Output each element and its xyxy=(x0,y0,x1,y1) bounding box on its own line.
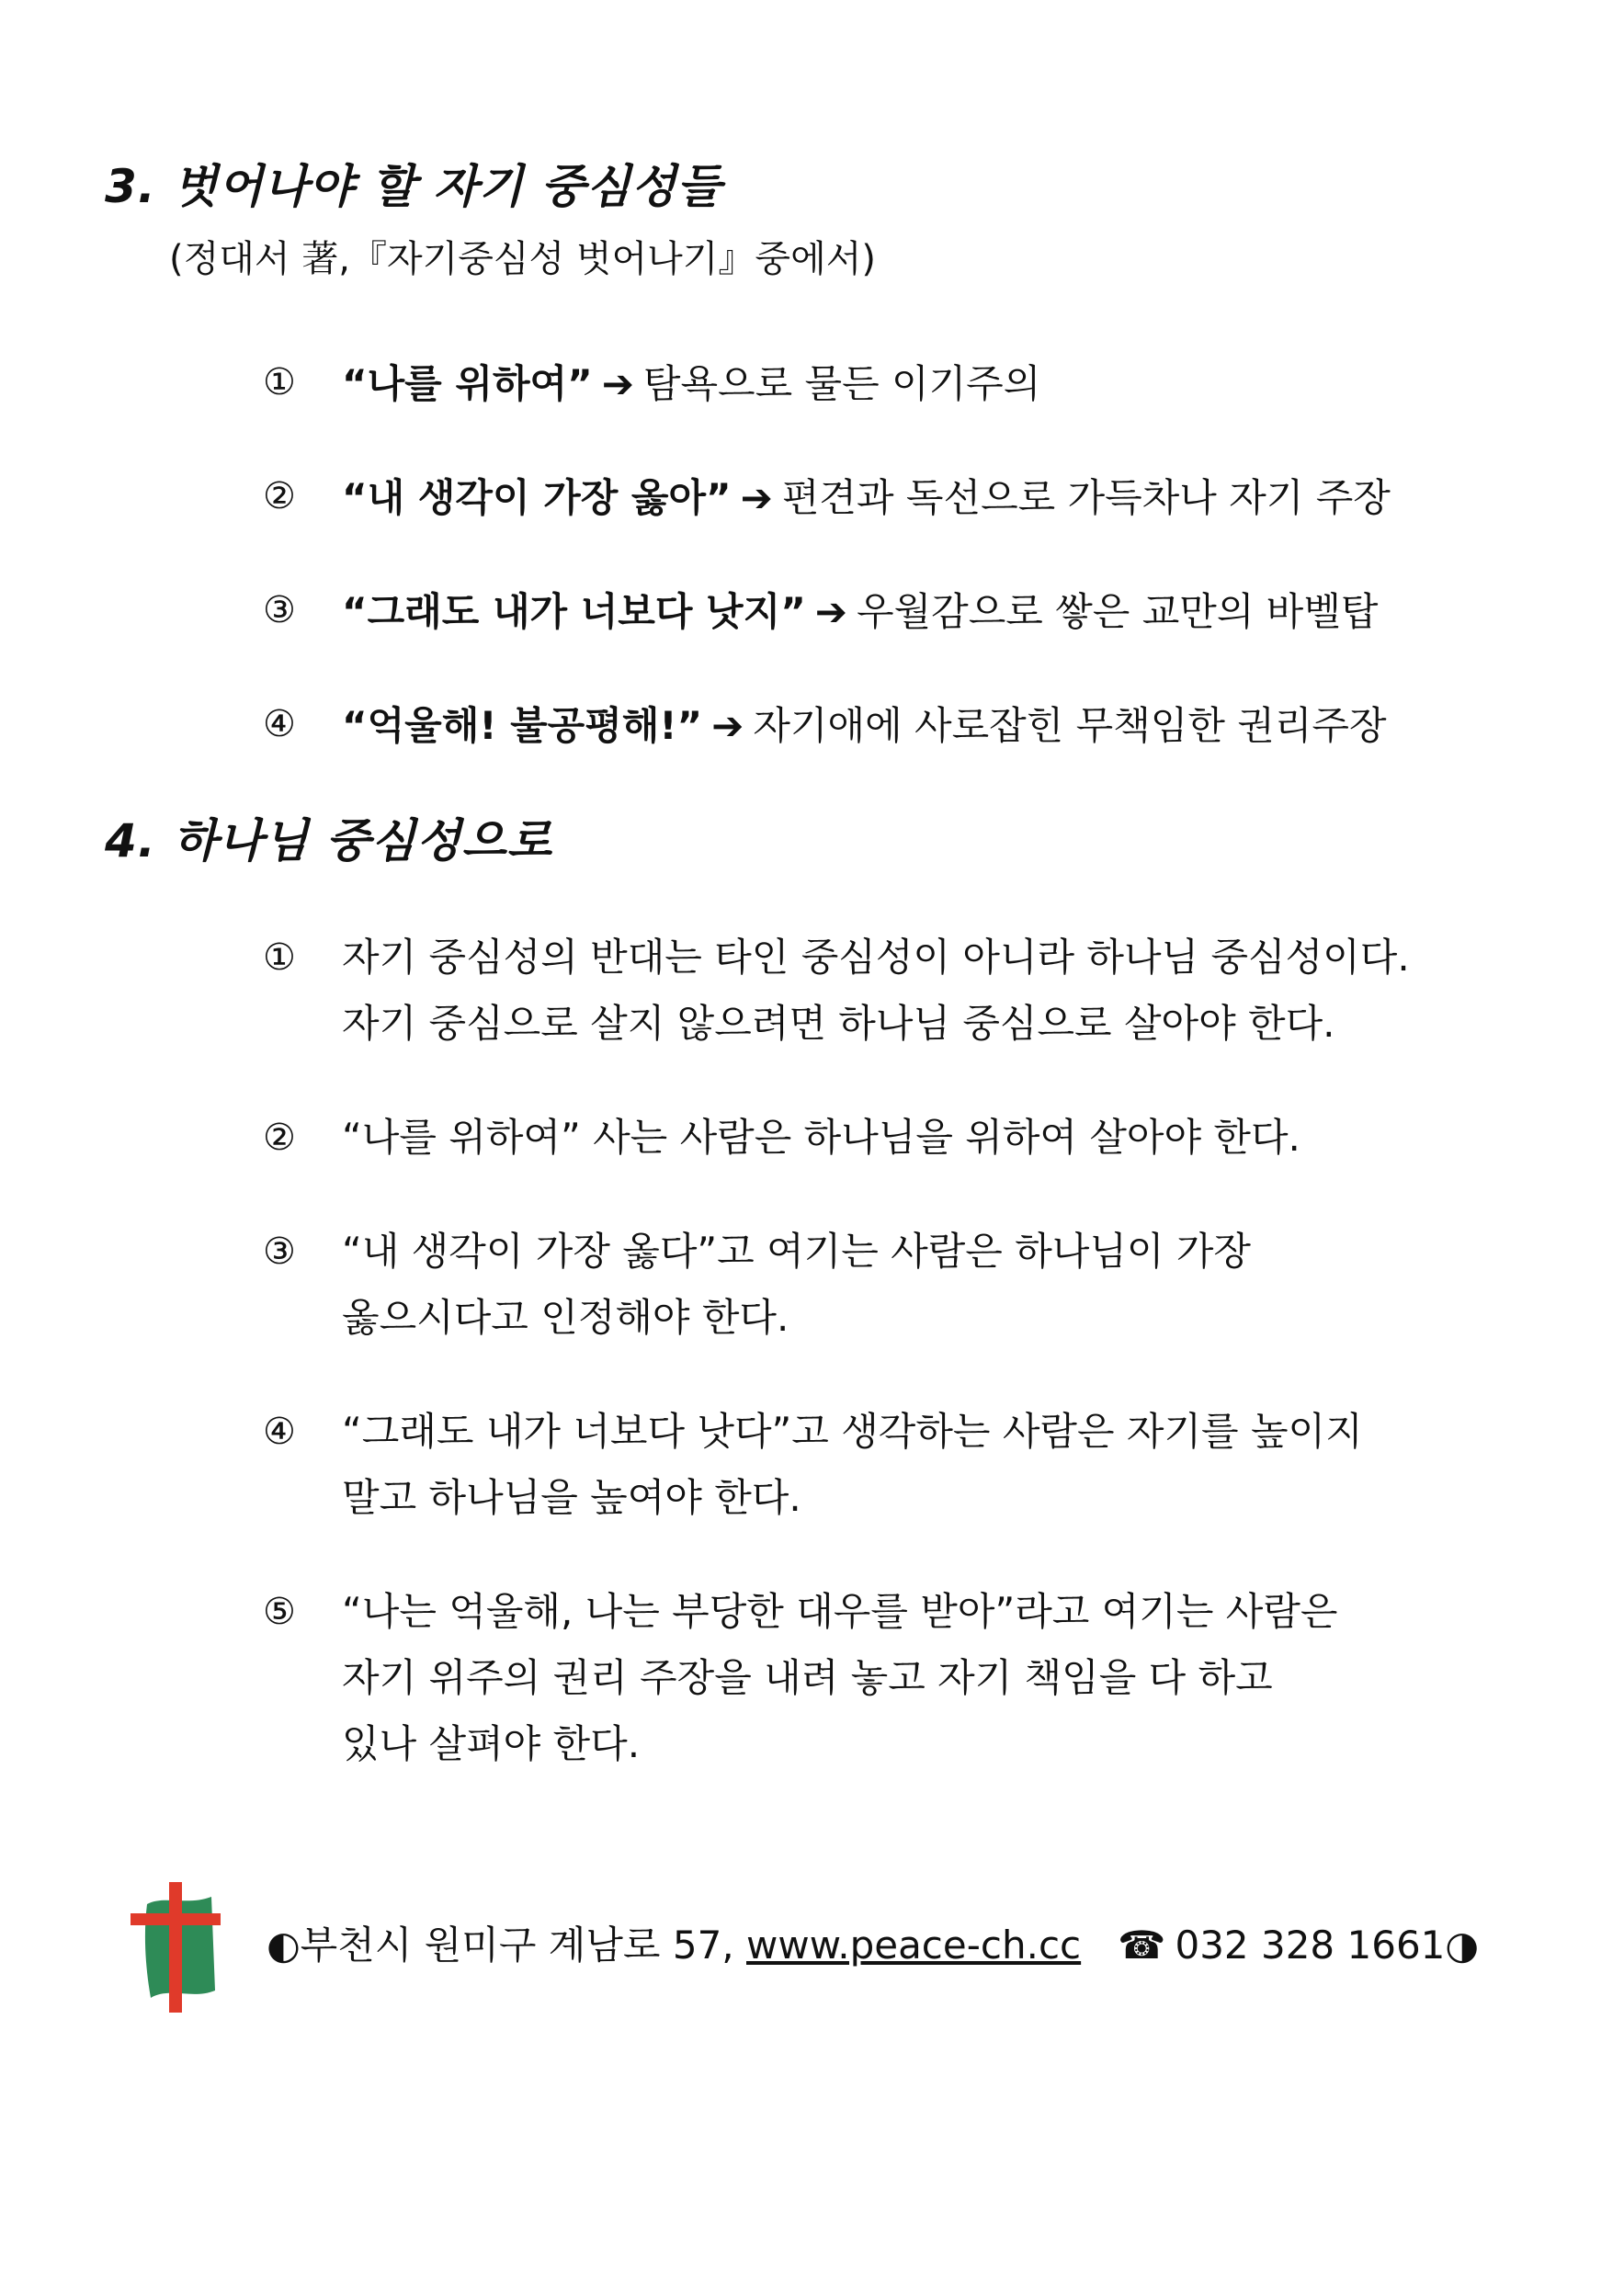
item-number: ⑤ xyxy=(263,1591,296,1633)
item-number: ④ xyxy=(263,703,296,745)
item-number: ① xyxy=(263,936,296,979)
item-line: “그래도 내가 너보다 낫다”고 생각하는 사람은 자기를 높이지 xyxy=(342,1409,1363,1454)
item-line: 자기 중심으로 살지 않으려면 하나님 중심으로 살아야 한다. xyxy=(342,1001,1335,1046)
section-3-title: 3. 벗어나야 할 자기 중심성들 xyxy=(105,160,722,213)
item-quote: “내 생각이 가장 옳아” xyxy=(342,475,732,520)
arrow-right-icon: ➔ xyxy=(740,475,773,520)
arrow-right-icon: ➔ xyxy=(601,361,634,406)
item-number: ② xyxy=(263,1117,296,1159)
arrow-right-icon: ➔ xyxy=(711,703,744,748)
item-quote: “억울해! 불공평해!” xyxy=(342,703,703,748)
item-number: ② xyxy=(263,475,296,517)
item-text: 탐욕으로 물든 이기주의 xyxy=(642,361,1041,406)
item-number: ③ xyxy=(263,589,296,631)
item-number: ① xyxy=(263,361,296,403)
footer-phone: 032 328 1661 xyxy=(1175,1923,1446,1968)
item-line: “나를 위하여” 사는 사람은 하나님을 위하여 살아야 한다. xyxy=(342,1115,1300,1160)
item-number: ③ xyxy=(263,1231,296,1273)
item-quote: “나를 위하여” xyxy=(342,361,593,406)
footer-address: 부천시 원미구 계남로 57, xyxy=(300,1923,747,1968)
item-text: 자기애에 사로잡힌 무책임한 권리주장 xyxy=(753,703,1387,748)
item-text: 편견과 독선으로 가득차나 자기 주장 xyxy=(781,475,1391,520)
arrow-right-icon: ➔ xyxy=(814,589,847,634)
item-text: 우월감으로 쌓은 교만의 바벨탑 xyxy=(857,589,1379,634)
half-circle-left-icon: ◐ xyxy=(267,1923,301,1968)
item-number: ④ xyxy=(263,1411,296,1453)
section-3-subtitle: (정대서 著,『자기중심성 벗어나기』중에서) xyxy=(169,238,876,280)
phone-icon: ☎ xyxy=(1118,1923,1166,1968)
footer-contact xyxy=(267,1923,1480,1968)
item-line: “내 생각이 가장 옳다”고 여기는 사람은 하나님이 가장 xyxy=(342,1229,1251,1274)
half-circle-right-icon: ◑ xyxy=(1445,1923,1480,1968)
item-line: 옳으시다고 인정해야 한다. xyxy=(342,1295,789,1340)
church-logo-icon xyxy=(123,1878,224,2016)
item-quote: “그래도 내가 너보다 낫지” xyxy=(342,589,806,634)
website-link[interactable]: www.peace-ch.cc xyxy=(746,1923,1082,1968)
item-line: 자기 위주의 권리 주장을 내려 놓고 자기 책임을 다 하고 xyxy=(342,1655,1273,1700)
item-line: 자기 중심성의 반대는 타인 중심성이 아니라 하나님 중심성이다. xyxy=(342,935,1410,980)
section-4-title: 4. 하나님 중심성으로 xyxy=(105,814,552,868)
item-line: “나는 억울해, 나는 부당한 대우를 받아”라고 여기는 사람은 xyxy=(342,1589,1338,1634)
item-line: 있나 살펴야 한다. xyxy=(342,1721,641,1766)
item-line: 말고 하나님을 높여야 한다. xyxy=(342,1475,801,1520)
